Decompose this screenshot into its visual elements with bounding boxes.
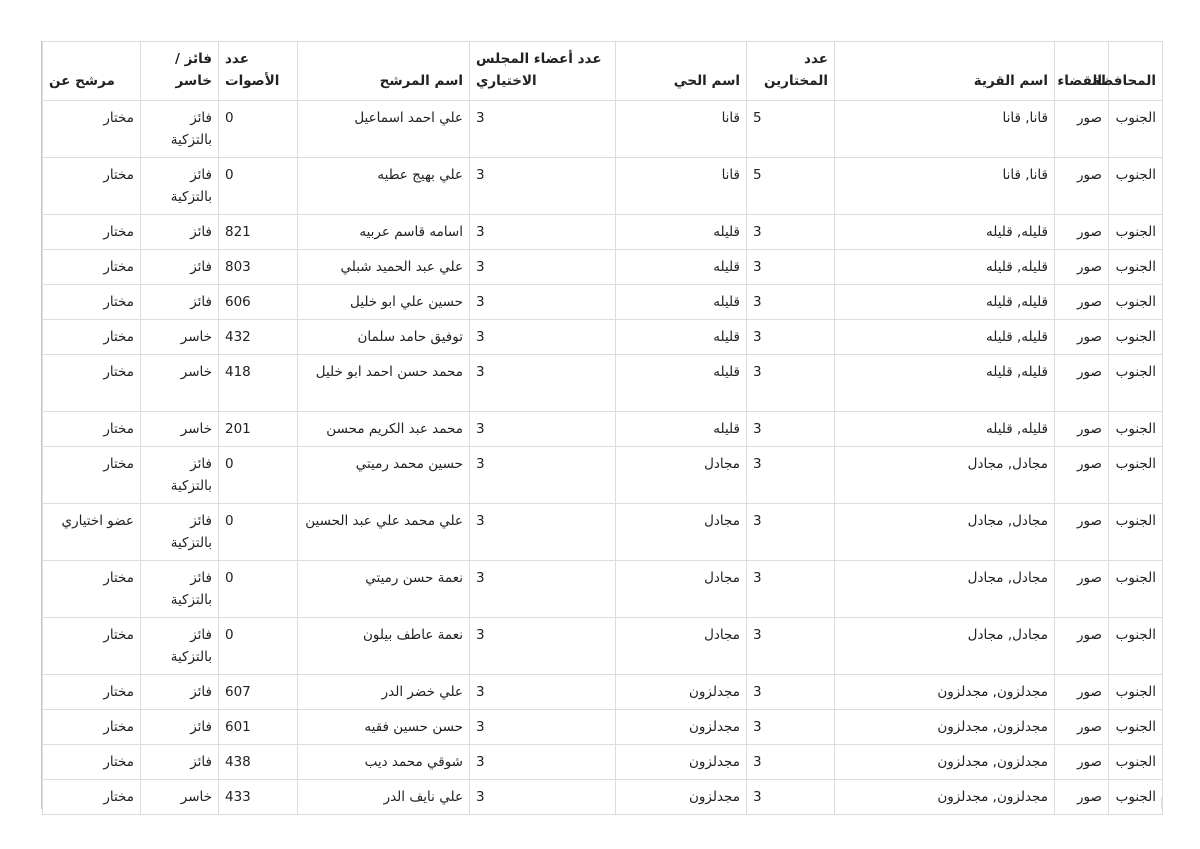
cell-candidate[interactable]: حسين علي ابو خليل [298,285,470,320]
cell-council-members[interactable]: 3 [470,618,616,675]
cell-district[interactable]: صور [1055,745,1109,780]
cell-candidate[interactable]: علي احمد اسماعيل [298,101,470,158]
cell-district[interactable]: صور [1055,780,1109,815]
cell-district[interactable]: صور [1055,250,1109,285]
cell-mukhtars-count[interactable]: 3 [747,355,835,412]
cell-village[interactable]: قليله, قليله [835,285,1055,320]
cell-village[interactable]: مجدلزون, مجدلزون [835,710,1055,745]
cell-candidate[interactable]: علي نايف الدر [298,780,470,815]
cell-village[interactable]: مجدلزون, مجدلزون [835,675,1055,710]
cell-council-members[interactable]: 3 [470,710,616,745]
cell-candidacy[interactable]: مختار [43,158,141,215]
cell-governorate[interactable]: الجنوب [1109,285,1163,320]
cell-district[interactable]: صور [1055,412,1109,447]
cell-votes[interactable]: 418 [219,355,298,412]
cell-district[interactable]: صور [1055,320,1109,355]
cell-result[interactable]: فائز [141,745,219,780]
cell-candidacy[interactable]: مختار [43,745,141,780]
cell-council-members[interactable]: 3 [470,320,616,355]
cell-council-members[interactable]: 3 [470,412,616,447]
cell-village[interactable]: مجادل, مجادل [835,561,1055,618]
spreadsheet [41,41,1162,809]
cell-candidacy[interactable]: مختار [43,710,141,745]
table-row [43,412,1163,447]
cell-candidacy[interactable]: مختار [43,780,141,815]
cell-mukhtars-count[interactable]: 3 [747,675,835,710]
cell-neighborhood[interactable]: مجادل [616,504,747,561]
cell-candidate[interactable]: توفيق حامد سلمان [298,320,470,355]
table-row [43,320,1163,355]
cell-votes[interactable]: 0 [219,101,298,158]
cell-candidate[interactable]: شوقي محمد ديب [298,745,470,780]
cell-result[interactable]: فائز [141,250,219,285]
table-row [43,745,1163,780]
cell-result[interactable]: خاسر [141,320,219,355]
cell-council-members[interactable]: 3 [470,285,616,320]
cell-candidacy[interactable]: مختار [43,561,141,618]
header-row [43,42,1163,101]
cell-district[interactable]: صور [1055,561,1109,618]
table-row [43,158,1163,215]
cell-council-members[interactable]: 3 [470,504,616,561]
cell-district[interactable]: صور [1055,447,1109,504]
cell-neighborhood[interactable]: قليله [616,250,747,285]
cell-neighborhood[interactable]: مجدلزون [616,675,747,710]
results-table [42,41,1163,815]
cell-village[interactable]: قليله, قليله [835,250,1055,285]
table-row [43,285,1163,320]
cell-votes[interactable]: 0 [219,158,298,215]
cell-governorate[interactable]: الجنوب [1109,101,1163,158]
cell-district[interactable]: صور [1055,618,1109,675]
cell-votes[interactable]: 607 [219,675,298,710]
cell-mukhtars-count[interactable]: 3 [747,745,835,780]
cell-votes[interactable]: 432 [219,320,298,355]
cell-governorate[interactable]: الجنوب [1109,780,1163,815]
cell-candidate[interactable]: محمد حسن احمد ابو خليل [298,355,470,412]
cell-result[interactable]: فائز بالتزكية [141,101,219,158]
cell-village[interactable]: قليله, قليله [835,412,1055,447]
cell-result[interactable]: فائز بالتزكية [141,504,219,561]
cell-candidate[interactable]: محمد عبد الكريم محسن [298,412,470,447]
cell-candidate[interactable]: علي محمد علي عبد الحسين [298,504,470,561]
cell-governorate[interactable]: الجنوب [1109,158,1163,215]
cell-mukhtars-count[interactable]: 3 [747,780,835,815]
cell-governorate[interactable]: الجنوب [1109,215,1163,250]
cell-candidacy[interactable]: مختار [43,250,141,285]
cell-neighborhood[interactable]: قليله [616,412,747,447]
cell-council-members[interactable]: 3 [470,561,616,618]
cell-council-members[interactable]: 3 [470,250,616,285]
cell-village[interactable]: قليله, قليله [835,355,1055,412]
cell-governorate[interactable]: الجنوب [1109,710,1163,745]
cell-candidacy[interactable]: مختار [43,447,141,504]
cell-result[interactable]: خاسر [141,412,219,447]
header-council-members[interactable]: عدد أعضاء المجلس الاختياري [470,42,616,101]
cell-neighborhood[interactable]: قانا [616,158,747,215]
cell-candidate[interactable]: نعمة عاطف بيلون [298,618,470,675]
cell-candidacy[interactable]: مختار [43,101,141,158]
cell-council-members[interactable]: 3 [470,101,616,158]
cell-village[interactable]: مجدلزون, مجدلزون [835,745,1055,780]
table-row [43,618,1163,675]
cell-candidacy[interactable]: مختار [43,618,141,675]
cell-governorate[interactable]: الجنوب [1109,504,1163,561]
cell-village[interactable]: مجادل, مجادل [835,447,1055,504]
cell-neighborhood[interactable]: مجادل [616,618,747,675]
cell-result[interactable]: فائز بالتزكية [141,561,219,618]
cell-neighborhood[interactable]: مجادل [616,561,747,618]
cell-votes[interactable]: 201 [219,412,298,447]
cell-votes[interactable]: 803 [219,250,298,285]
cell-mukhtars-count[interactable]: 5 [747,158,835,215]
header-candidacy[interactable]: مرشح عن [43,42,141,101]
cell-candidacy[interactable]: مختار [43,320,141,355]
cell-result[interactable]: فائز [141,710,219,745]
cell-council-members[interactable]: 3 [470,447,616,504]
table-row [43,561,1163,618]
cell-mukhtars-count[interactable]: 3 [747,504,835,561]
cell-neighborhood[interactable]: مجدلزون [616,745,747,780]
cell-village[interactable]: مجادل, مجادل [835,618,1055,675]
cell-council-members[interactable]: 3 [470,158,616,215]
cell-votes[interactable]: 606 [219,285,298,320]
header-neighborhood[interactable]: اسم الحي [616,42,747,101]
cell-district[interactable]: صور [1055,158,1109,215]
cell-candidacy[interactable]: مختار [43,215,141,250]
cell-result[interactable]: خاسر [141,355,219,412]
cell-neighborhood[interactable]: مجادل [616,447,747,504]
table-row [43,250,1163,285]
cell-candidacy[interactable]: مختار [43,675,141,710]
cell-votes[interactable]: 0 [219,447,298,504]
table-row [43,675,1163,710]
cell-candidate[interactable]: علي بهيج عطيه [298,158,470,215]
header-district[interactable]: القضاء [1055,42,1109,101]
cell-council-members[interactable]: 3 [470,675,616,710]
cell-candidacy[interactable]: عضو اختياري [43,504,141,561]
cell-mukhtars-count[interactable]: 5 [747,101,835,158]
cell-result[interactable]: خاسر [141,780,219,815]
cell-neighborhood[interactable]: قليله [616,320,747,355]
cell-candidate[interactable]: حسين محمد رميتي [298,447,470,504]
cell-governorate[interactable]: الجنوب [1109,675,1163,710]
cell-result[interactable]: فائز بالتزكية [141,618,219,675]
cell-candidate[interactable]: حسن حسين فقيه [298,710,470,745]
cell-council-members[interactable]: 3 [470,215,616,250]
cell-council-members[interactable]: 3 [470,745,616,780]
cell-candidate[interactable]: علي خضر الدر [298,675,470,710]
cell-candidate[interactable]: اسامه قاسم عربيه [298,215,470,250]
cell-village[interactable]: قانا, قانا [835,101,1055,158]
cell-governorate[interactable]: الجنوب [1109,561,1163,618]
cell-votes[interactable]: 0 [219,618,298,675]
header-governorate[interactable]: المحافظة [1109,42,1163,101]
cell-council-members[interactable]: 3 [470,355,616,412]
table-body [43,101,1163,815]
table-row [43,504,1163,561]
cell-neighborhood[interactable]: قانا [616,101,747,158]
cell-village[interactable]: قليله, قليله [835,215,1055,250]
cell-votes[interactable]: 438 [219,745,298,780]
cell-village[interactable]: مجادل, مجادل [835,504,1055,561]
cell-governorate[interactable]: الجنوب [1109,250,1163,285]
cell-governorate[interactable]: الجنوب [1109,745,1163,780]
cell-votes[interactable]: 0 [219,561,298,618]
cell-candidate[interactable]: علي عبد الحميد شبلي [298,250,470,285]
cell-votes[interactable]: 601 [219,710,298,745]
cell-votes[interactable]: 433 [219,780,298,815]
cell-mukhtars-count[interactable]: 3 [747,215,835,250]
table-row [43,215,1163,250]
cell-mukhtars-count[interactable]: 3 [747,618,835,675]
cell-governorate[interactable]: الجنوب [1109,320,1163,355]
cell-neighborhood[interactable]: مجدلزون [616,710,747,745]
header-votes[interactable]: عدد الأصوات [219,42,298,101]
empty-row-edge [41,797,1162,809]
cell-candidacy[interactable]: مختار [43,412,141,447]
cell-mukhtars-count[interactable]: 3 [747,285,835,320]
cell-candidacy[interactable]: مختار [43,355,141,412]
cell-mukhtars-count[interactable]: 3 [747,320,835,355]
cell-votes[interactable]: 0 [219,504,298,561]
cell-mukhtars-count[interactable]: 3 [747,561,835,618]
cell-result[interactable]: فائز [141,215,219,250]
header-mukhtars-count[interactable]: عدد المختارين [747,42,835,101]
cell-governorate[interactable]: الجنوب [1109,618,1163,675]
table-row [43,355,1163,412]
cell-council-members[interactable]: 3 [470,780,616,815]
cell-result[interactable]: فائز [141,285,219,320]
cell-neighborhood[interactable]: قليله [616,215,747,250]
cell-village[interactable]: مجدلزون, مجدلزون [835,780,1055,815]
cell-candidacy[interactable]: مختار [43,285,141,320]
cell-district[interactable]: صور [1055,355,1109,412]
cell-district[interactable]: صور [1055,215,1109,250]
header-result[interactable]: فائز / خاسر [141,42,219,101]
table-row [43,710,1163,745]
header-candidate[interactable]: اسم المرشح [298,42,470,101]
cell-governorate[interactable]: الجنوب [1109,355,1163,412]
cell-district[interactable]: صور [1055,101,1109,158]
table-row [43,101,1163,158]
cell-mukhtars-count[interactable]: 3 [747,447,835,504]
cell-neighborhood[interactable]: قليله [616,285,747,320]
cell-mukhtars-count[interactable]: 3 [747,250,835,285]
cell-mukhtars-count[interactable]: 3 [747,412,835,447]
table-row [43,447,1163,504]
cell-neighborhood[interactable]: مجدلزون [616,780,747,815]
cell-neighborhood[interactable]: قليله [616,355,747,412]
cell-mukhtars-count[interactable]: 3 [747,710,835,745]
cell-result[interactable]: فائز بالتزكية [141,447,219,504]
cell-district[interactable]: صور [1055,504,1109,561]
cell-governorate[interactable]: الجنوب [1109,412,1163,447]
cell-votes[interactable]: 821 [219,215,298,250]
cell-district[interactable]: صور [1055,675,1109,710]
cell-district[interactable]: صور [1055,285,1109,320]
cell-candidate[interactable]: نعمة حسن رميتي [298,561,470,618]
cell-governorate[interactable]: الجنوب [1109,447,1163,504]
header-village[interactable]: اسم القرية [835,42,1055,101]
cell-village[interactable]: قانا, قانا [835,158,1055,215]
cell-district[interactable]: صور [1055,710,1109,745]
cell-result[interactable]: فائز [141,675,219,710]
cell-village[interactable]: قليله, قليله [835,320,1055,355]
cell-result[interactable]: فائز بالتزكية [141,158,219,215]
